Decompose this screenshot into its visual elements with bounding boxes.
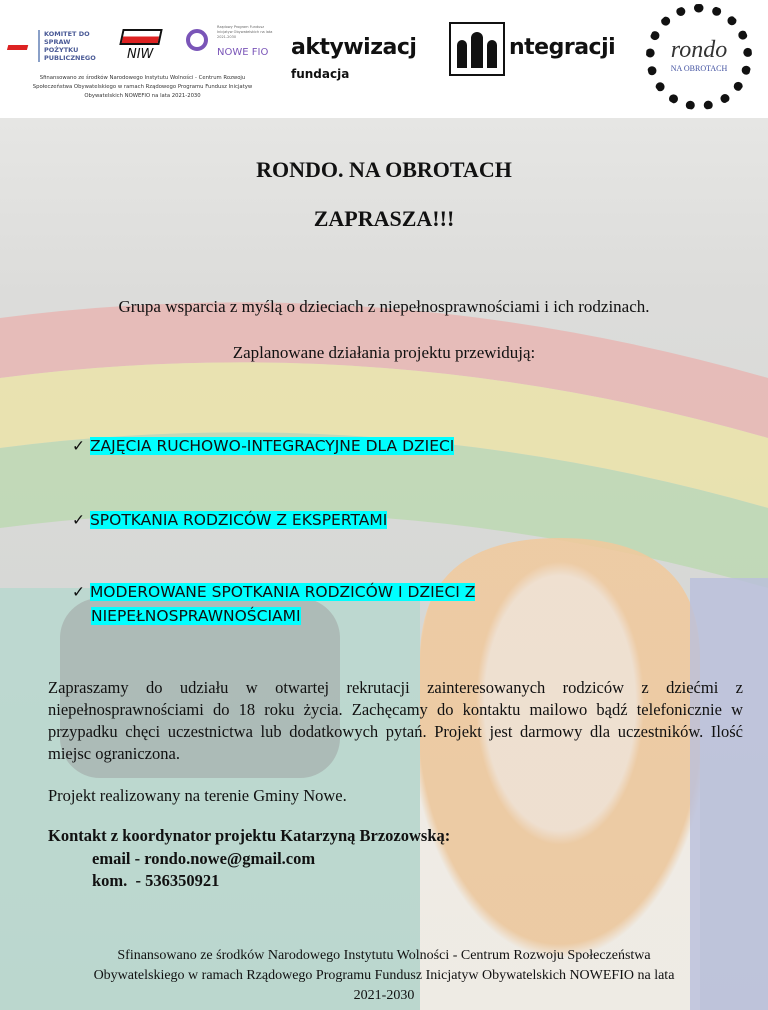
contact-email[interactable]: email - rondo.nowe@gmail.com [92, 849, 316, 868]
checkmark-icon: ✓ [72, 583, 85, 601]
nowe-fio-logo: Rządowy Program Fundusz Inicjatyw Obywatelskich na lata 2021-2030 NOWE FIO [183, 25, 278, 65]
funding-note-header: Sfinansowano ze środków Narodowego Instytutu Wolności - Centrum Rozwoju Społeczeństwa Obywatelskiego w ramach Rządowego Programu Fundusz Inicjatyw Obywatelskich NOWEFIO na lata 2021-2030 [32, 75, 253, 99]
activity-item: ✓ MODEROWANE SPOTKANIA RODZICÓW I DZIECI Z NIEPEŁNOSPRAWNOŚCIAMI [72, 583, 476, 625]
contact-phone[interactable]: kom. - 536350921 [92, 871, 220, 890]
invitation-paragraph: Zapraszamy do udziału w otwartej rekrutacji zainteresowanych rodziców z dziećmi z niepełnosprawnościami do 18 roku życia. Zachęcamy do kontaktu mailowo bądź telefonicznie w przypadku chęci uczestnictwa lub dodatkowych pytań. Projekt jest darmowy dla uczestników. Ilość miejsc ograniczona. [48, 678, 743, 763]
intro-text: Grupa wsparcia z myślą o dzieciach z niepełnosprawnościami i ich rodzinach. [118, 297, 650, 316]
checkmark-icon: ✓ [72, 511, 85, 529]
checkmark-icon: ✓ [72, 437, 85, 455]
foundation-logo: aktywizacj ntegracji fundacja [291, 22, 631, 82]
project-area-text: Projekt realizowany na terenie Gminy Nowe. [48, 786, 347, 805]
niw-logo: NIW [115, 27, 165, 63]
activity-item: ✓ ZAJĘCIA RUCHOWO-INTEGRACYJNE DLA DZIECI [72, 437, 455, 455]
rondo-logo: rondo NA OBROTACH [646, 4, 752, 110]
page-title: RONDO. NA OBROTACH [256, 157, 512, 182]
kpp-logo: KOMITET DO SPRAW POŻYTKU PUBLICZNEGO [8, 30, 98, 64]
page-subtitle: ZAPRASZA!!! [313, 206, 455, 231]
contact-heading: Kontakt z koordynator projektu Katarzyną Brzozowską: [48, 826, 451, 845]
footer-funding-note: Sfinansowano ze środków Narodowego Instytutu Wolności - Centrum Rozwoju Społeczeństwa Obywatelskiego w ramach Rządowego Programu Fundusz Inicjatyw Obywatelskich NOWEFIO na lata 2021-2030 [93, 948, 675, 1003]
activity-item: ✓ SPOTKANIA RODZICÓW Z EKSPERTAMI [72, 511, 388, 529]
planned-activities-heading: Zaplanowane działania projektu przewidują: [232, 343, 536, 362]
